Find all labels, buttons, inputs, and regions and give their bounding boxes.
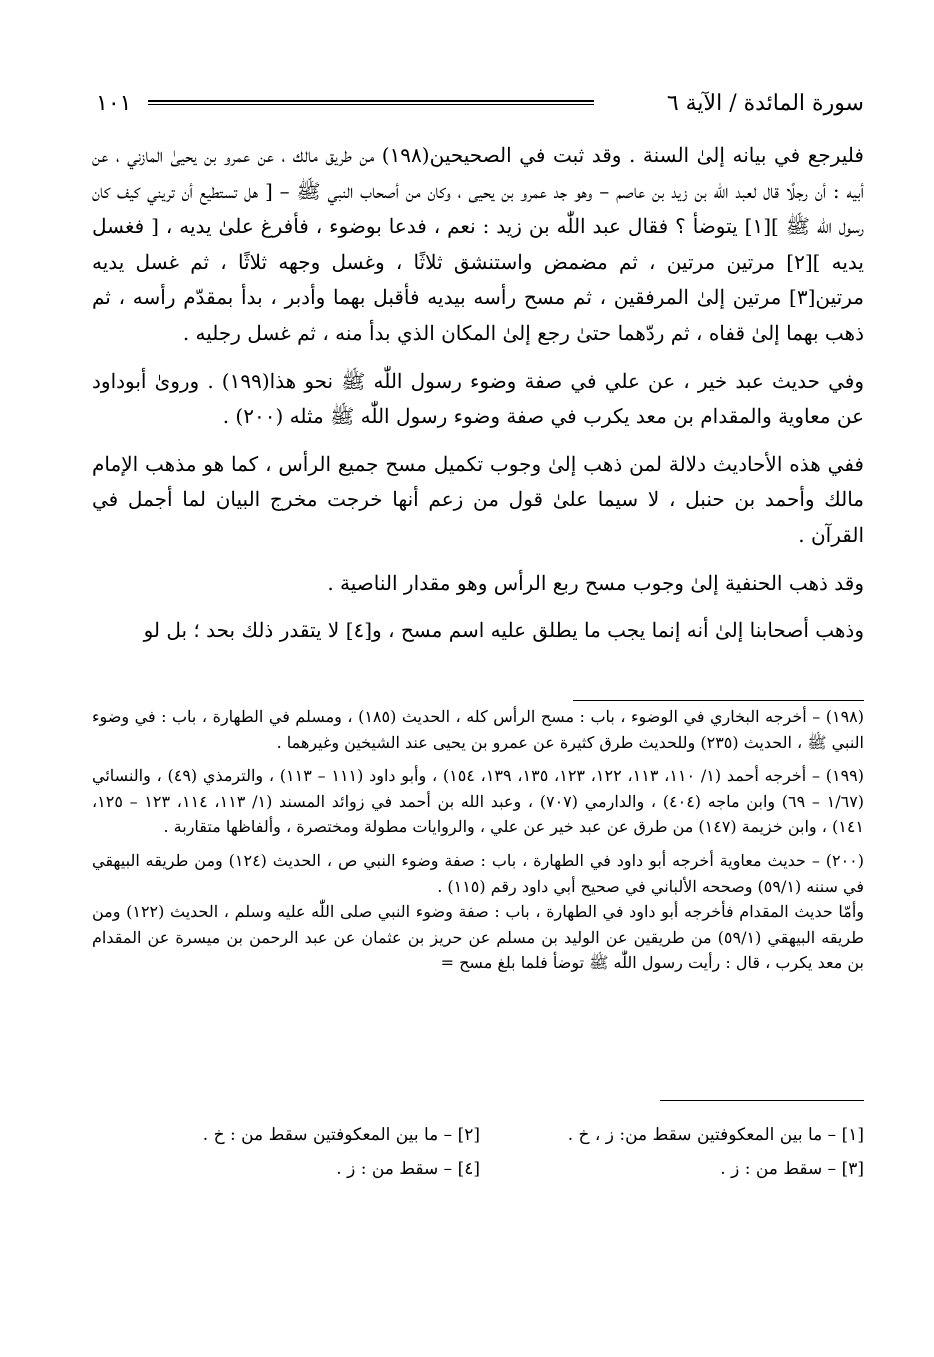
footnote: (٢٠٠) – حديث معاوية أخرجه أبو داود في الطهارة ، باب : صفة وضوء النبي ص ، الحديث (١٢٤) ومن طريقه البيهقي في سننه (٥٩/١) وصححه الألباني في صحيح أبي داود رقم (١١٥) . وأمّا حديث المقدام فأخرجه أبو داود في الطهارة ، باب : صفة وضوء النبي صلى اللّٰه عليه وسلم ، الحديث (١٢٢) ومن طريقه البيهقي (٥٩/١) من طريقين عن الوليد بن مسلم عن حريز بن عثمان عن عبد الرحمن بن ميسرة عن المقدام بن معد يكرب ، قال : رأيت رسول اللّٰه ﷺ توضأ فلما بلغ مسح = — [92, 850, 865, 973]
variants-separator — [660, 1100, 864, 1101]
footnote-separator — [573, 700, 864, 701]
main-text — [92, 138, 864, 661]
footnote: (١٩٨) – أخرجه البخاري في الوضوء ، باب : مسح الرأس كله ، الحديث (١٨٥) ، ومسلم في الطهارة ، باب : في وضوء النبي ﷺ ، الحديث (٢٣٥) وللحديث طرق كثيرة عن عمرو بن يحيى عند الشيخين وغيرهما . — [92, 707, 864, 752]
manuscript-variants — [150, 1118, 864, 1186]
footnotes — [92, 704, 864, 984]
variants-row — [150, 1118, 864, 1152]
paragraph: ففي هذه الأحاديث دلالة لمن ذهب إلىٰ وجوب تكميل مسح جميع الرأس ، كما هو مذهب الإمام مالك وأحمد بن حنبل ، لا سيما علىٰ قول من زعم أنها خرجت مخرج البيان لما أجمل في القرآن . — [92, 451, 864, 547]
variant-note: [٤] – سقط من : ز . — [336, 1159, 480, 1179]
variant-note: [١] – ما بين المعكوفتين سقط من: ز ، خ . — [567, 1125, 864, 1145]
footnote: (١٩٩) – أخرجه أحمد (١/ ١١٠، ١١٣، ١٢٢، ١٢٣، ١٣٥، ١٣٩، ١٥٤) ، وأبو داود (١١١ – ١١٣) ، والترمذي (٤٩) ، والنسائي (١/٦٧ – ٦٩) وابن ماجه (٤٠٤) ، والدارمي (٧٠٧) ، وعبد الله بن أحمد في زوائد المسند (١/ ١١٣، ١١٤، ١٢٣ – ١٢٥، ١٤١) ، وابن خزيمة (١٤٧) من طرق عن عبد خير عن علي ، والروايات مطولة ومختصرة ، وألفاظها متقاربة . — [92, 766, 865, 837]
paragraph: وفي حديث عبد خير ، عن علي في صفة وضوء رسول اللّٰه ﷺ نحو هذا(١٩٩) . وروىٰ أبوداود عن معاوية والمقدام بن معد يكرب في صفة وضوء رسول اللّٰه ﷺ مثله (٢٠٠) . — [92, 368, 864, 429]
paragraph: فليرجع في بيانه إلىٰ السنة . وقد ثبت في الصحيحين(١٩٨) من طريق مالك ، عن عمرو بن يحيىٰ المازني ، عن أبيه : أن رجلًا قال لعبد اللّٰه بن زيد بن عاصم – وهو جد عمرو بن يحيى ، وكان من أصحاب النبي ﷺ – [ هل تستطيع أن تريني كيف كان رسول اللّٰه ﷺ ]‏[١] يتوضأ ؟ فقال عبد اللّٰه بن زيد : نعم ، فدعا بوضوء ، فأفرغ علىٰ يديه ، [ فغسل يديه ]‏[٢] مرتين مرتين ، ثم مضمض واستنشق ثلاثًا ، وغسل وجهه ثلاثًا ، ثم غسل يديه مرتين‏[٣] مرتين إلىٰ المرفقين ، ثم مسح رأسه بيديه فأقبل بهما وأدبر ، بدأ بمقدّم رأسه ، ثم ذهب بهما إلىٰ قفاه ، ثم ردّهما حتىٰ رجع إلىٰ المكان الذي بدأ منه ، ثم غسل رجليه . — [92, 143, 864, 345]
page-number: ١٠١ — [96, 91, 132, 116]
paragraph: وذهب أصحابنا إلىٰ أنه إنما يجب ما يطلق عليه اسم مسح ، و‏[٤] لا يتقدر ذلك بحد ؛ بل لو — [143, 618, 864, 643]
header-rule — [148, 100, 594, 105]
surah-title: سورة المائدة / الآية ٦ — [666, 91, 864, 116]
variant-note: [٢] – ما بين المعكوفتين سقط من : خ . — [202, 1125, 480, 1145]
paragraph: وقد ذهب الحنفية إلىٰ وجوب مسح ربع الرأس وهو مقدار الناصية . — [327, 570, 864, 595]
variant-note: [٣] – سقط من : ز . — [720, 1159, 864, 1179]
variants-row — [150, 1152, 864, 1186]
page-header — [96, 84, 864, 124]
